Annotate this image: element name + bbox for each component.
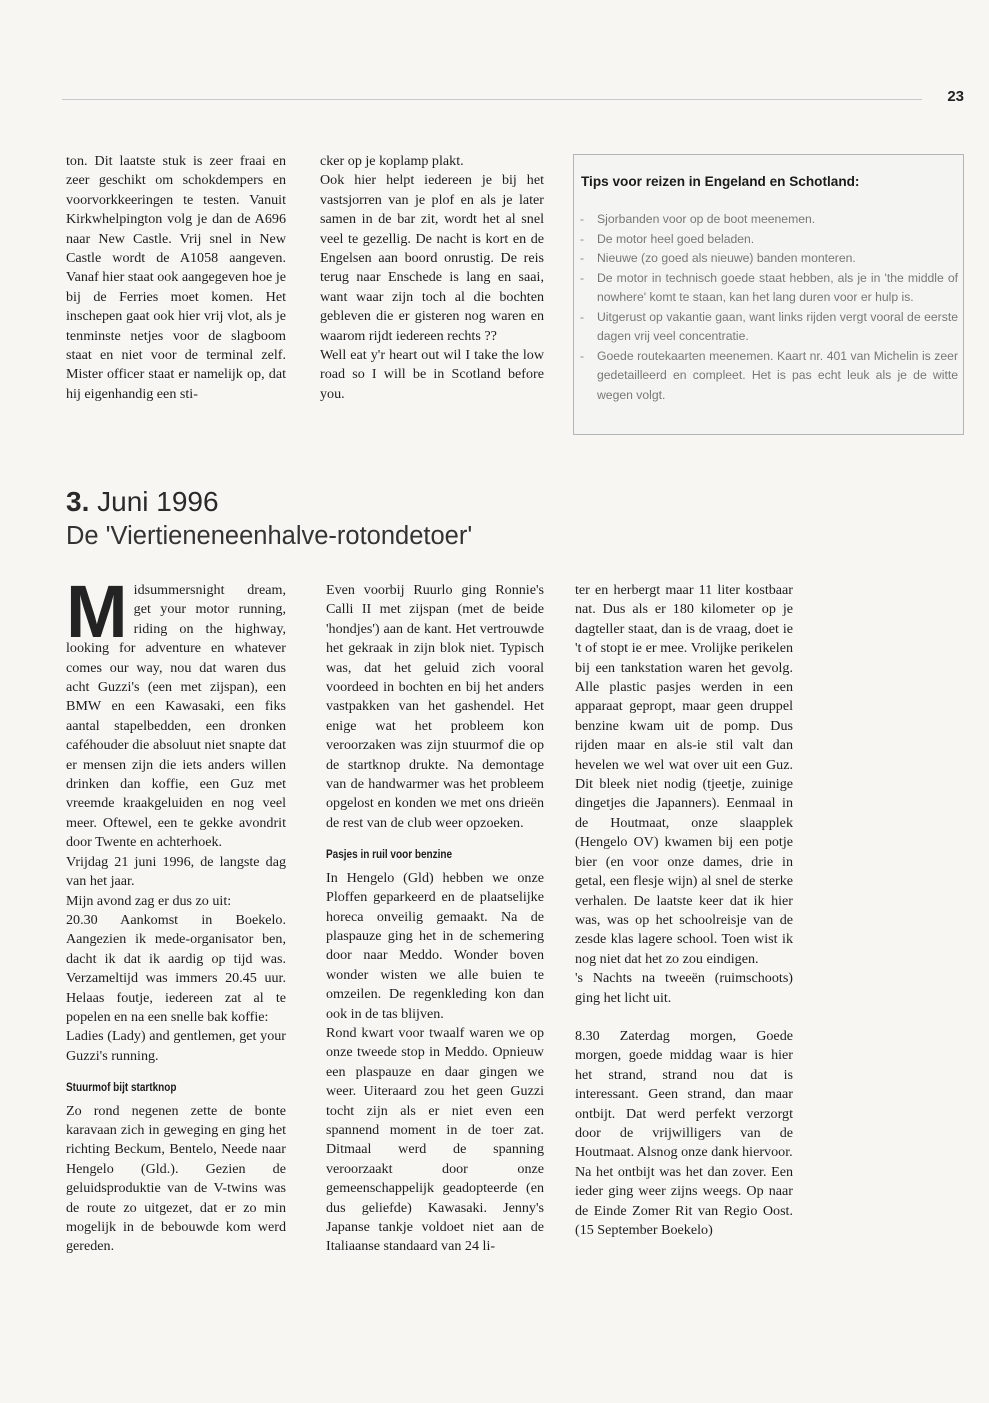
- tips-list: [580, 210, 958, 405]
- tips-item: - Goede routekaarten meenemen. Kaart nr. 401 van Michelin is zeer gedetailleerd en compleet. Het is pas echt leuk als je de witte wegen volgt.: [580, 347, 958, 406]
- tips-item: - De motor heel goed beladen.: [580, 230, 958, 250]
- paragraph: Mijn avond zag er dus zo uit:: [66, 892, 232, 909]
- article-column-1: [66, 570, 286, 1257]
- paragraph: Well eat y'r heart out wil I take the low road so I will be in Scotland before you.: [320, 347, 544, 402]
- article-date: [66, 486, 219, 518]
- article-column-2: [326, 581, 544, 1257]
- tips-item: - Nieuwe (zo goed als nieuwe) banden monteren.: [580, 249, 958, 269]
- paragraph: Ook hier helpt iedereen je bij het vastsjorren van je plof en als je later samen in de bar zit, wordt het al snel veel te gezellig. De nacht is kort en de Engelsen aan boord onrustig. De reis terug naar Enschede is lang en saai, want waar zijn toch al die bochten gebleven die er gisteren nog waren en waarom rijdt iedereen rechts ??: [320, 172, 544, 344]
- article-column-3: [575, 581, 793, 1240]
- drop-cap: M: [66, 570, 128, 653]
- paragraph: 's Nachts na tweeën (ruimschoots) ging het licht uit.: [575, 970, 793, 1006]
- paragraph: Na het ontbijt was het dan zover. Een ieder ging weer zijns weegs. Op naar de Einde Zomer Rit van Regio Oost. (15 September Boekelo): [575, 1163, 793, 1238]
- paragraph: In Hengelo (Gld) hebben we onze Ploffen geparkeerd en de plaatselijke horeca onveilig gemaakt. Na de plaspauze ging het in de schemering door naar Meddo. Wonder boven wonder wisten we alle buien te omzeilen. De regenkleding kon dan ook in de tas blijven.: [326, 869, 544, 1022]
- paragraph: Zo rond negenen zette de bonte karavaan zich in geweging en ging het richting Beckum, Bentelo, Neede naar Hengelo (Gld.). Gezien de geluidsproduktie van de V-twins was de route zo uitgezet, dat er zo min mogelijk in de bebouwde kom werd gereden.: [66, 1102, 286, 1255]
- tips-item: - Sjorbanden voor op de boot meenemen.: [580, 210, 958, 230]
- lead-paragraph: [66, 570, 286, 853]
- paragraph: Rond kwart voor twaalf waren we op onze tweede stop in Meddo. Opnieuw een plaspauze en daar gingen we weer. Uiteraard zou het geen Guzzi tocht zijn als er niet even een spannend moment in de toer zat. Ditmaal werd de spanning veroorzaakt door onze gemeenschappelijk geadopteerde (en dus geliefde) Kawasaki. Jenny's Japanse tankje voldoet niet aan de Italiaanse standaard van 24 li-: [326, 1024, 544, 1255]
- paragraph-gap: [575, 1008, 793, 1027]
- paragraph: Ladies (Lady) and gentlemen, get your Guzzi's running.: [66, 1028, 286, 1064]
- section-heading: Pasjes in ruil voor benzine: [326, 847, 453, 862]
- top-column-2: [320, 152, 544, 404]
- paragraph: ter en herbergt maar 11 liter kostbaar nat. Dus als er 180 kilometer op je dagteller staat, dan is de vraag, doet ie 't of stopt ie er mee. Vrolijke perikelen bij een tankstation waren het gevolg. Alle plastic pasjes werden in een apparaat gepropt, maar geen druppel benzine kwam uit de pomp. Dus rijden maar en als-ie stil valt dan hevelen we wel wat over uit een Guz. Dit bleek niet nodig (tjeetje, zuinige dingetjes die Japanners). Eenmaal in de Houtmaat, onze slaapplek (Hengelo OV) kwamen bij een potje bier (en voor onze dames, drie in getal, een flesje wijn) al snel de sterke verhalen. De laatste keer dat ik hier was, was op het schoolreisje van de zesde klas lagere school. Toen wist ik nog niet dat het zo zou eindigen.: [575, 582, 793, 967]
- header-rule: [62, 99, 922, 100]
- page-number: 23: [947, 88, 964, 105]
- top-column-1: [66, 152, 286, 404]
- paragraph: Vrijdag 21 juni 1996, de langste dag van het jaar.: [66, 853, 286, 890]
- date-text: Juni 1996: [97, 486, 219, 517]
- paragraph: 8.30 Zaterdag morgen, Goede morgen, goede middag waar is hier het strand, strand nou dat is interessant. Geen strand, dan maar ontbijt. Dat werd perfekt verzorgt door de vrijwilligers van de Houtmaat. Alsnog onze dank hiervoor.: [575, 1027, 793, 1161]
- lead-text: idsummersnight dream, get your motor running, riding on the highway, looking for adventure en whatever comes our way, nou dat waren dus acht Guzzi's (een met zijspan), een BMW en een Kawasaki, een fiks aantal stapelbedden, een dronken caféhouder die absoluut niet snapte dat er mensen zijn die iets anders willen drinken dan koffie, een Guz met vreemde kraakgeluiden en nog veel meer. Oftewel, een te gekke avondrit door Twente en achterhoek.: [66, 582, 286, 851]
- paragraph: cker op je koplamp plakt.: [320, 153, 464, 169]
- paragraph: 20.30 Aankomst in Boekelo. Aangezien ik mede-organisator ben, dacht ik dat ik aardig op tijd was. Verzameltijd was immers 20.45 uur. Helaas foutje, iedereen zat al te popelen en na een snelle bak koffie:: [66, 911, 286, 1025]
- section-heading: Stuurmof bijt startknop: [66, 1080, 177, 1095]
- tips-item: - De motor in technisch goede staat hebben, als je in 'the middle of nowhere' komt te staan, kan het lang duren voor er hulp is.: [580, 269, 958, 308]
- tips-box: [573, 154, 964, 435]
- date-number: 3.: [66, 486, 90, 517]
- article-subtitle: De 'Viertieneneenhalve-rotondetoer': [66, 522, 473, 550]
- tips-title: Tips voor reizen in Engeland en Schotland:: [581, 174, 860, 189]
- paragraph: ton. Dit laatste stuk is zeer fraai en zeer geschikt om schokdempers en voorvorkkeeringen te testen. Vanuit Kirkwhelpington volg je dan de A696 naar New Castle. Vrij snel in New Castle wordt de A1058 aangeven. Vanaf hier staat ook aangegeven hoe je bij de Ferries moet komen. Het inschepen gaat ook hier vrij vlot, als je tenminste netjes voor de slagboom staat en niet voor de terminal zelf. Mister officer staat er namelijk op, dat hij eigenhandig een sti-: [66, 153, 286, 402]
- paragraph: Even voorbij Ruurlo ging Ronnie's Calli II met zijspan (met de beide 'hondjes') aan de kant. Het vertrouwde het gekraak in zijn blok niet. Typisch was, dat het geluid zich vooral voordeed in bochten en bij het anders vastpakken van het gashendel. Het enige wat het probleem kon veroorzaken was zijn stuurmof die op de startknop drukte. Na demontage van de handwarmer was het probleem opgelost en konden we met ons drieën de rest van de club weer opzoeken.: [326, 582, 544, 831]
- tips-item: - Uitgerust op vakantie gaan, want links rijden vergt vooral de eerste dagen vrij veel concentratie.: [580, 308, 958, 347]
